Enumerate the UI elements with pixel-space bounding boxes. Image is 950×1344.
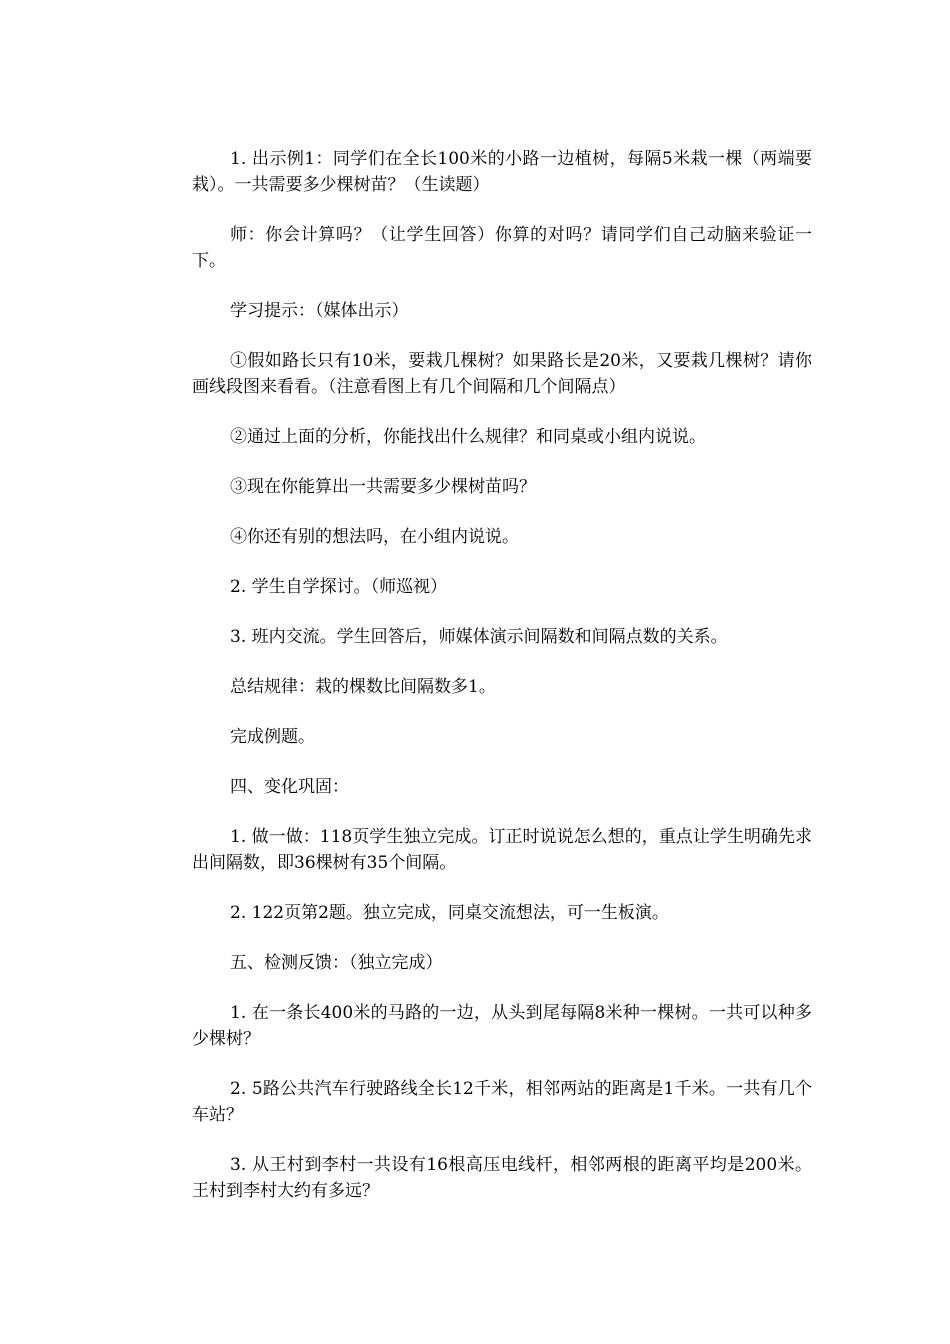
paragraph-self-study: 2. 学生自学探讨。（师巡视） [230, 577, 448, 597]
paragraph-study-tips-heading: 学习提示：（媒体出示） [230, 301, 409, 321]
paragraph-class-exchange: 3. 班内交流。学生回答后，师媒体演示间隔数和间隔点数的关系。 [230, 627, 728, 647]
paragraph-feedback-3: 3. 从王村到李村一共设有16根高压电线杆，相邻两根的距离平均是200米。王村到李村大约有多远？ [192, 1155, 812, 1201]
paragraph-tip-2: ②通过上面的分析，你能找出什么规律？和同桌或小组内说说。 [230, 427, 706, 447]
paragraph-feedback-1: 1. 在一条长400米的马路的一边，从头到尾每隔8米种一棵树。一共可以种多少棵树？ [192, 1003, 812, 1049]
section-heading-consolidation: 四、变化巩固： [230, 777, 349, 797]
paragraph-tip-1: ①假如路长只有10米，要栽几棵树？如果路长是20米，又要栽几棵树？请你画线段图来看看。（注意看图上有几个间隔和几个间隔点） [192, 351, 812, 397]
paragraph-example-1: 1. 出示例1：同学们在全长100米的小路一边植树，每隔5米栽一棵（两端要栽）。一共需要多少棵树苗？（生读题） [192, 149, 812, 195]
paragraph-exercise-1: 1. 做一做：118页学生独立完成。订正时说说怎么想的，重点让学生明确先求出间隔数，即36棵树有35个间隔。 [192, 827, 812, 873]
paragraph-tip-4: ④你还有别的想法吗，在小组内说说。 [230, 527, 519, 547]
section-heading-feedback: 五、检测反馈：（独立完成） [230, 953, 443, 973]
paragraph-summary-rule: 总结规律：栽的棵数比间隔数多1。 [230, 677, 496, 697]
paragraph-feedback-2: 2. 5路公共汽车行驶路线全长12千米，相邻两站的距离是1千米。一共有几个车站？ [192, 1079, 812, 1125]
document-body [192, 146, 812, 1228]
paragraph-tip-3: ③现在你能算出一共需要多少棵树苗吗？ [230, 477, 536, 497]
paragraph-teacher-question: 师：你会计算吗？（让学生回答）你算的对吗？请同学们自己动脑来验证一下。 [192, 225, 812, 271]
paragraph-exercise-2: 2. 122页第2题。独立完成，同桌交流想法，可一生板演。 [230, 903, 669, 923]
paragraph-complete-example: 完成例题。 [230, 727, 315, 747]
